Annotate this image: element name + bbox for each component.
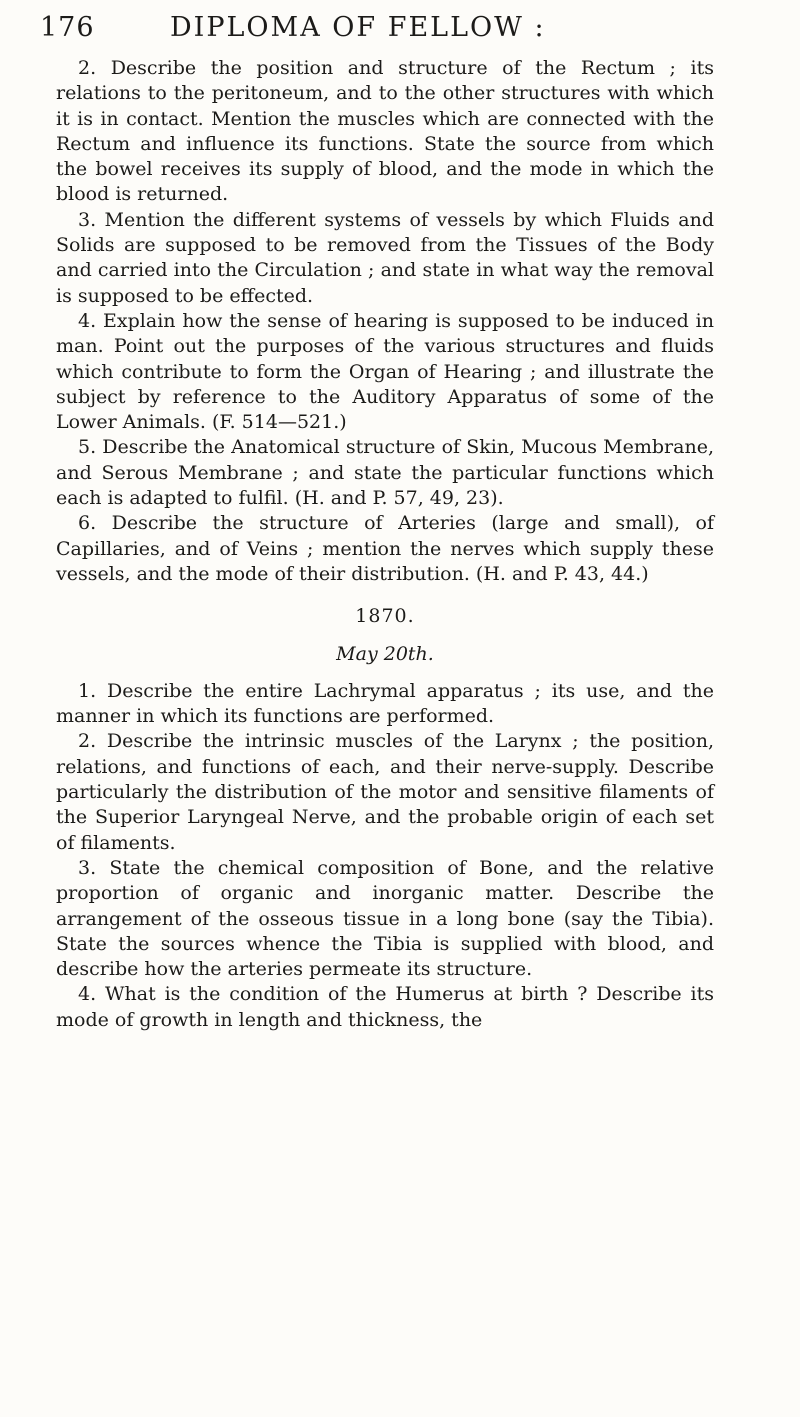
question-2: 2. Describe the position and structure of the Rectum ; its relations to the peritoneum, and to the other structures with which it is in contact. Mention the muscles which are connected with the Rectum and influence its functions. State the source from which the bowel receives its supply of blood, and the mode in which the blood is returned. (56, 57, 714, 206)
page-number: 176 (40, 12, 95, 43)
page-body (56, 56, 714, 1033)
question-4: 4. Explain how the sense of hearing is supposed to be induced in man. Point out the purposes of the various structures and fluids which contribute to form the Organ of Hearing ; and illustrate the subject by reference to the Auditory Apparatus of some of the Lower Animals. (F. 514—521.) (56, 309, 714, 434)
running-head-title: DIPLOMA OF FELLOW : (170, 12, 546, 43)
section-1870-paper (56, 679, 714, 1033)
question-6: 6. Describe the structure of Arteries (large and small), of Capillaries, and of Veins ; mention the nerves which supply these vessels, and the mode of their distribution. (H. and P. 43, 44.) (56, 512, 714, 585)
question-1: 1. Describe the entire Lachrymal apparatus ; its use, and the manner in which its functions are performed. (56, 679, 714, 728)
exam-date: May 20th. (336, 642, 434, 665)
section-previous-paper (56, 56, 714, 587)
question-4: 4. What is the condition of the Humerus at birth ? Describe its mode of growth in length and thickness, the (56, 983, 714, 1031)
question-3: 3. State the chemical composition of Bone, and the relative proportion of organic and inorganic matter. Describe the arrangement of the osseous tissue in a long bone (say the Tibia). State the sources whence the Tibia is supplied with blood, and describe how the arteries permeate its structure. (56, 856, 714, 981)
question-2: 2. Describe the intrinsic muscles of the Larynx ; the position, relations, and functions of each, and their nerve-supply. Describe particularly the distribution of the motor and sensitive filaments of the Superior Laryngeal Nerve, and the probable origin of each set of filaments. (56, 730, 714, 854)
question-5: 5. Describe the Anatomical structure of Skin, Mucous Membrane, and Serous Membrane ; and state the particular functions which each is adapted to fulfil. (H. and P. 57, 49, 23). (56, 436, 714, 510)
question-3: 3. Mention the different systems of vessels by which Fluids and Solids are supposed to be removed from the Tissues of the Body and carried into the Circulation ; and state in what way the removal is supposed to be effected. (56, 208, 714, 307)
exam-year: 1870. (355, 605, 415, 628)
running-head (40, 12, 760, 46)
